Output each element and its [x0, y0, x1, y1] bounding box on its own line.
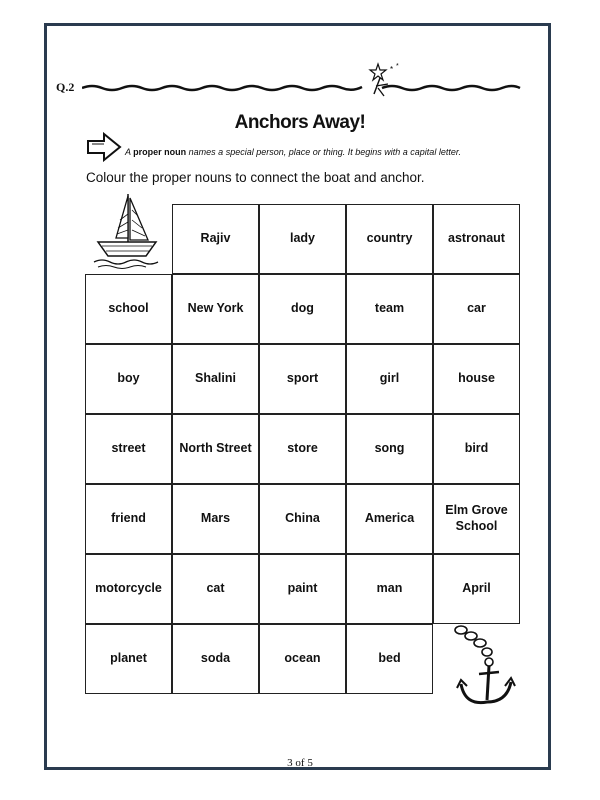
- page-title: Anchors Away!: [234, 112, 366, 133]
- grid-cell-r0-c2[interactable]: lady: [259, 204, 346, 274]
- grid-cell-r6-c3[interactable]: bed: [346, 624, 433, 694]
- grid-cell-r4-c0[interactable]: friend: [85, 484, 172, 554]
- grid-cell-r0-c1[interactable]: Rajiv: [172, 204, 259, 274]
- page-number: 3 of 5: [287, 757, 313, 769]
- grid-cell-r6-c2[interactable]: ocean: [259, 624, 346, 694]
- grid-cell-r0-c3[interactable]: country: [346, 204, 433, 274]
- instruction-text: Colour the proper nouns to connect the boat and anchor.: [86, 170, 425, 185]
- grid-cell-r4-c4[interactable]: Elm Grove School: [433, 484, 520, 554]
- grid-cell-r1-c4[interactable]: car: [433, 274, 520, 344]
- grid-cell-r3-c2[interactable]: store: [259, 414, 346, 484]
- grid-cell-r0-c4[interactable]: astronaut: [433, 204, 520, 274]
- question-label: Q.2: [56, 80, 75, 94]
- svg-text:*: *: [396, 63, 399, 70]
- grid-cell-r4-c3[interactable]: America: [346, 484, 433, 554]
- grid-cell-r5-c3[interactable]: man: [346, 554, 433, 624]
- grid-cell-r1-c2[interactable]: dog: [259, 274, 346, 344]
- grid-cell-r1-c1[interactable]: New York: [172, 274, 259, 344]
- grid-cell-r2-c4[interactable]: house: [433, 344, 520, 414]
- svg-text:*: *: [390, 65, 394, 74]
- grid-cell-r5-c2[interactable]: paint: [259, 554, 346, 624]
- grid-cell-r2-c1[interactable]: Shalini: [172, 344, 259, 414]
- grid-cell-r1-c0[interactable]: school: [85, 274, 172, 344]
- grid-cell-r5-c4[interactable]: April: [433, 554, 520, 624]
- grid-cell-r4-c1[interactable]: Mars: [172, 484, 259, 554]
- grid-cell-r3-c1[interactable]: North Street: [172, 414, 259, 484]
- grid-cell-r1-c3[interactable]: team: [346, 274, 433, 344]
- grid-cell-r6-c0[interactable]: planet: [85, 624, 172, 694]
- grid-cell-r2-c3[interactable]: girl: [346, 344, 433, 414]
- grid-cell-r3-c0[interactable]: street: [85, 414, 172, 484]
- grid-cell-r6-c1[interactable]: soda: [172, 624, 259, 694]
- definition-term: proper noun: [133, 147, 187, 157]
- anchor-icon: [447, 622, 527, 712]
- grid-cell-r5-c1[interactable]: cat: [172, 554, 259, 624]
- grid-cell-r2-c0[interactable]: boy: [85, 344, 172, 414]
- grid-cell-r3-c4[interactable]: bird: [433, 414, 520, 484]
- grid-cell-r4-c2[interactable]: China: [259, 484, 346, 554]
- grid-cell-r5-c0[interactable]: motorcycle: [85, 554, 172, 624]
- grid-cell-r2-c2[interactable]: sport: [259, 344, 346, 414]
- grid-cell-r3-c3[interactable]: song: [346, 414, 433, 484]
- proper-noun-definition: A proper noun names a special person, place or thing. It begins with a capital letter.: [125, 147, 461, 157]
